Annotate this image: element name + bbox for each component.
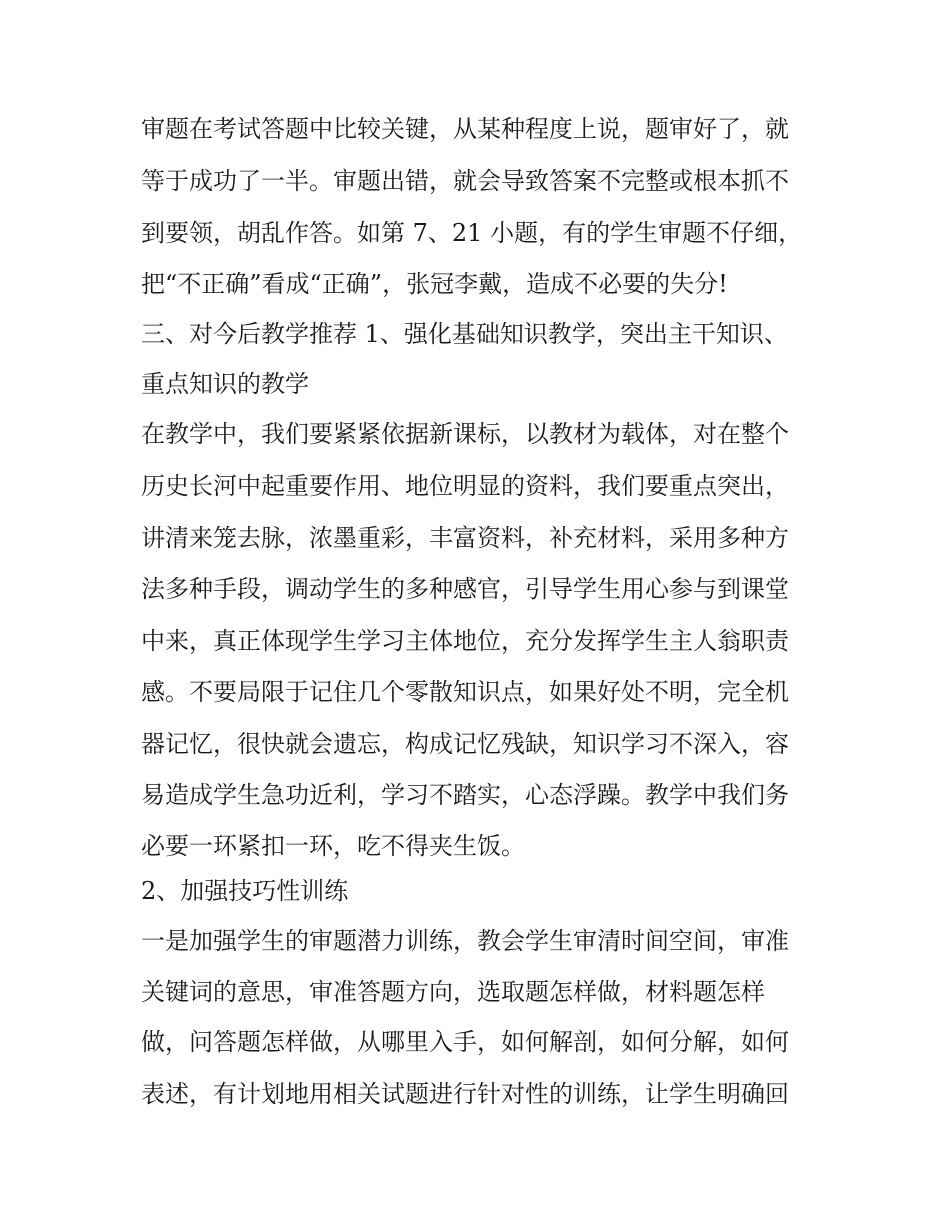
text-line: 审题在考试答题中比较关键，从某种程度上说，题审好了，就 [141,115,789,143]
text-line: 讲清来笼去脉，浓墨重彩，丰富资料，补充材料，采用多种方 [141,524,789,552]
text-line: 做，问答题怎样做，从哪里入手，如何解剖，如何分解，如何 [141,1028,789,1056]
text-line: 到要领，胡乱作答。如第 7、21 小题，有的学生审题不仔细， [141,219,803,247]
text-line: 感。不要局限于记住几个零散知识点，如果好处不明，完全机 [141,678,789,706]
text-line: 中来，真正体现学生学习主体地位，充分发挥学生主人翁职责 [141,627,789,655]
text-line: 把“不正确”看成“正确”，张冠李戴，造成不必要的失分! [141,270,728,298]
text-line: 表述，有计划地用相关试题进行针对性的训练，让学生明确回 [141,1080,789,1108]
text-line: 关键词的意思，审准答题方向，选取题怎样做，材料题怎样 [141,978,765,1006]
text-line: 一是加强学生的审题潜力训练，教会学生审清时间空间，审准 [141,927,789,955]
text-line: 法多种手段，调动学生的多种感官，引导学生用心参与到课堂 [141,575,789,603]
section-heading: 重点知识的教学 [141,370,309,398]
section-heading: 三、对今后教学推荐 1、强化基础知识教学，突出主干知识、 [141,320,788,348]
text-line: 等于成功了一半。审题出错，就会导致答案不完整或根本抓不 [141,167,789,195]
text-line: 必要一环紧扣一环，吃不得夹生饭。 [141,832,525,860]
text-line: 历史长河中起重要作用、地位明显的资料，我们要重点突出， [141,472,789,500]
text-line: 易造成学生急功近利，学习不踏实，心态浮躁。教学中我们务 [141,781,789,809]
text-line: 在教学中，我们要紧紧依据新课标，以教材为载体，对在整个 [141,420,789,448]
text-line: 器记忆，很快就会遗忘，构成记忆残缺，知识学习不深入，容 [141,730,789,758]
section-heading: 2、加强技巧性训练 [141,877,349,905]
